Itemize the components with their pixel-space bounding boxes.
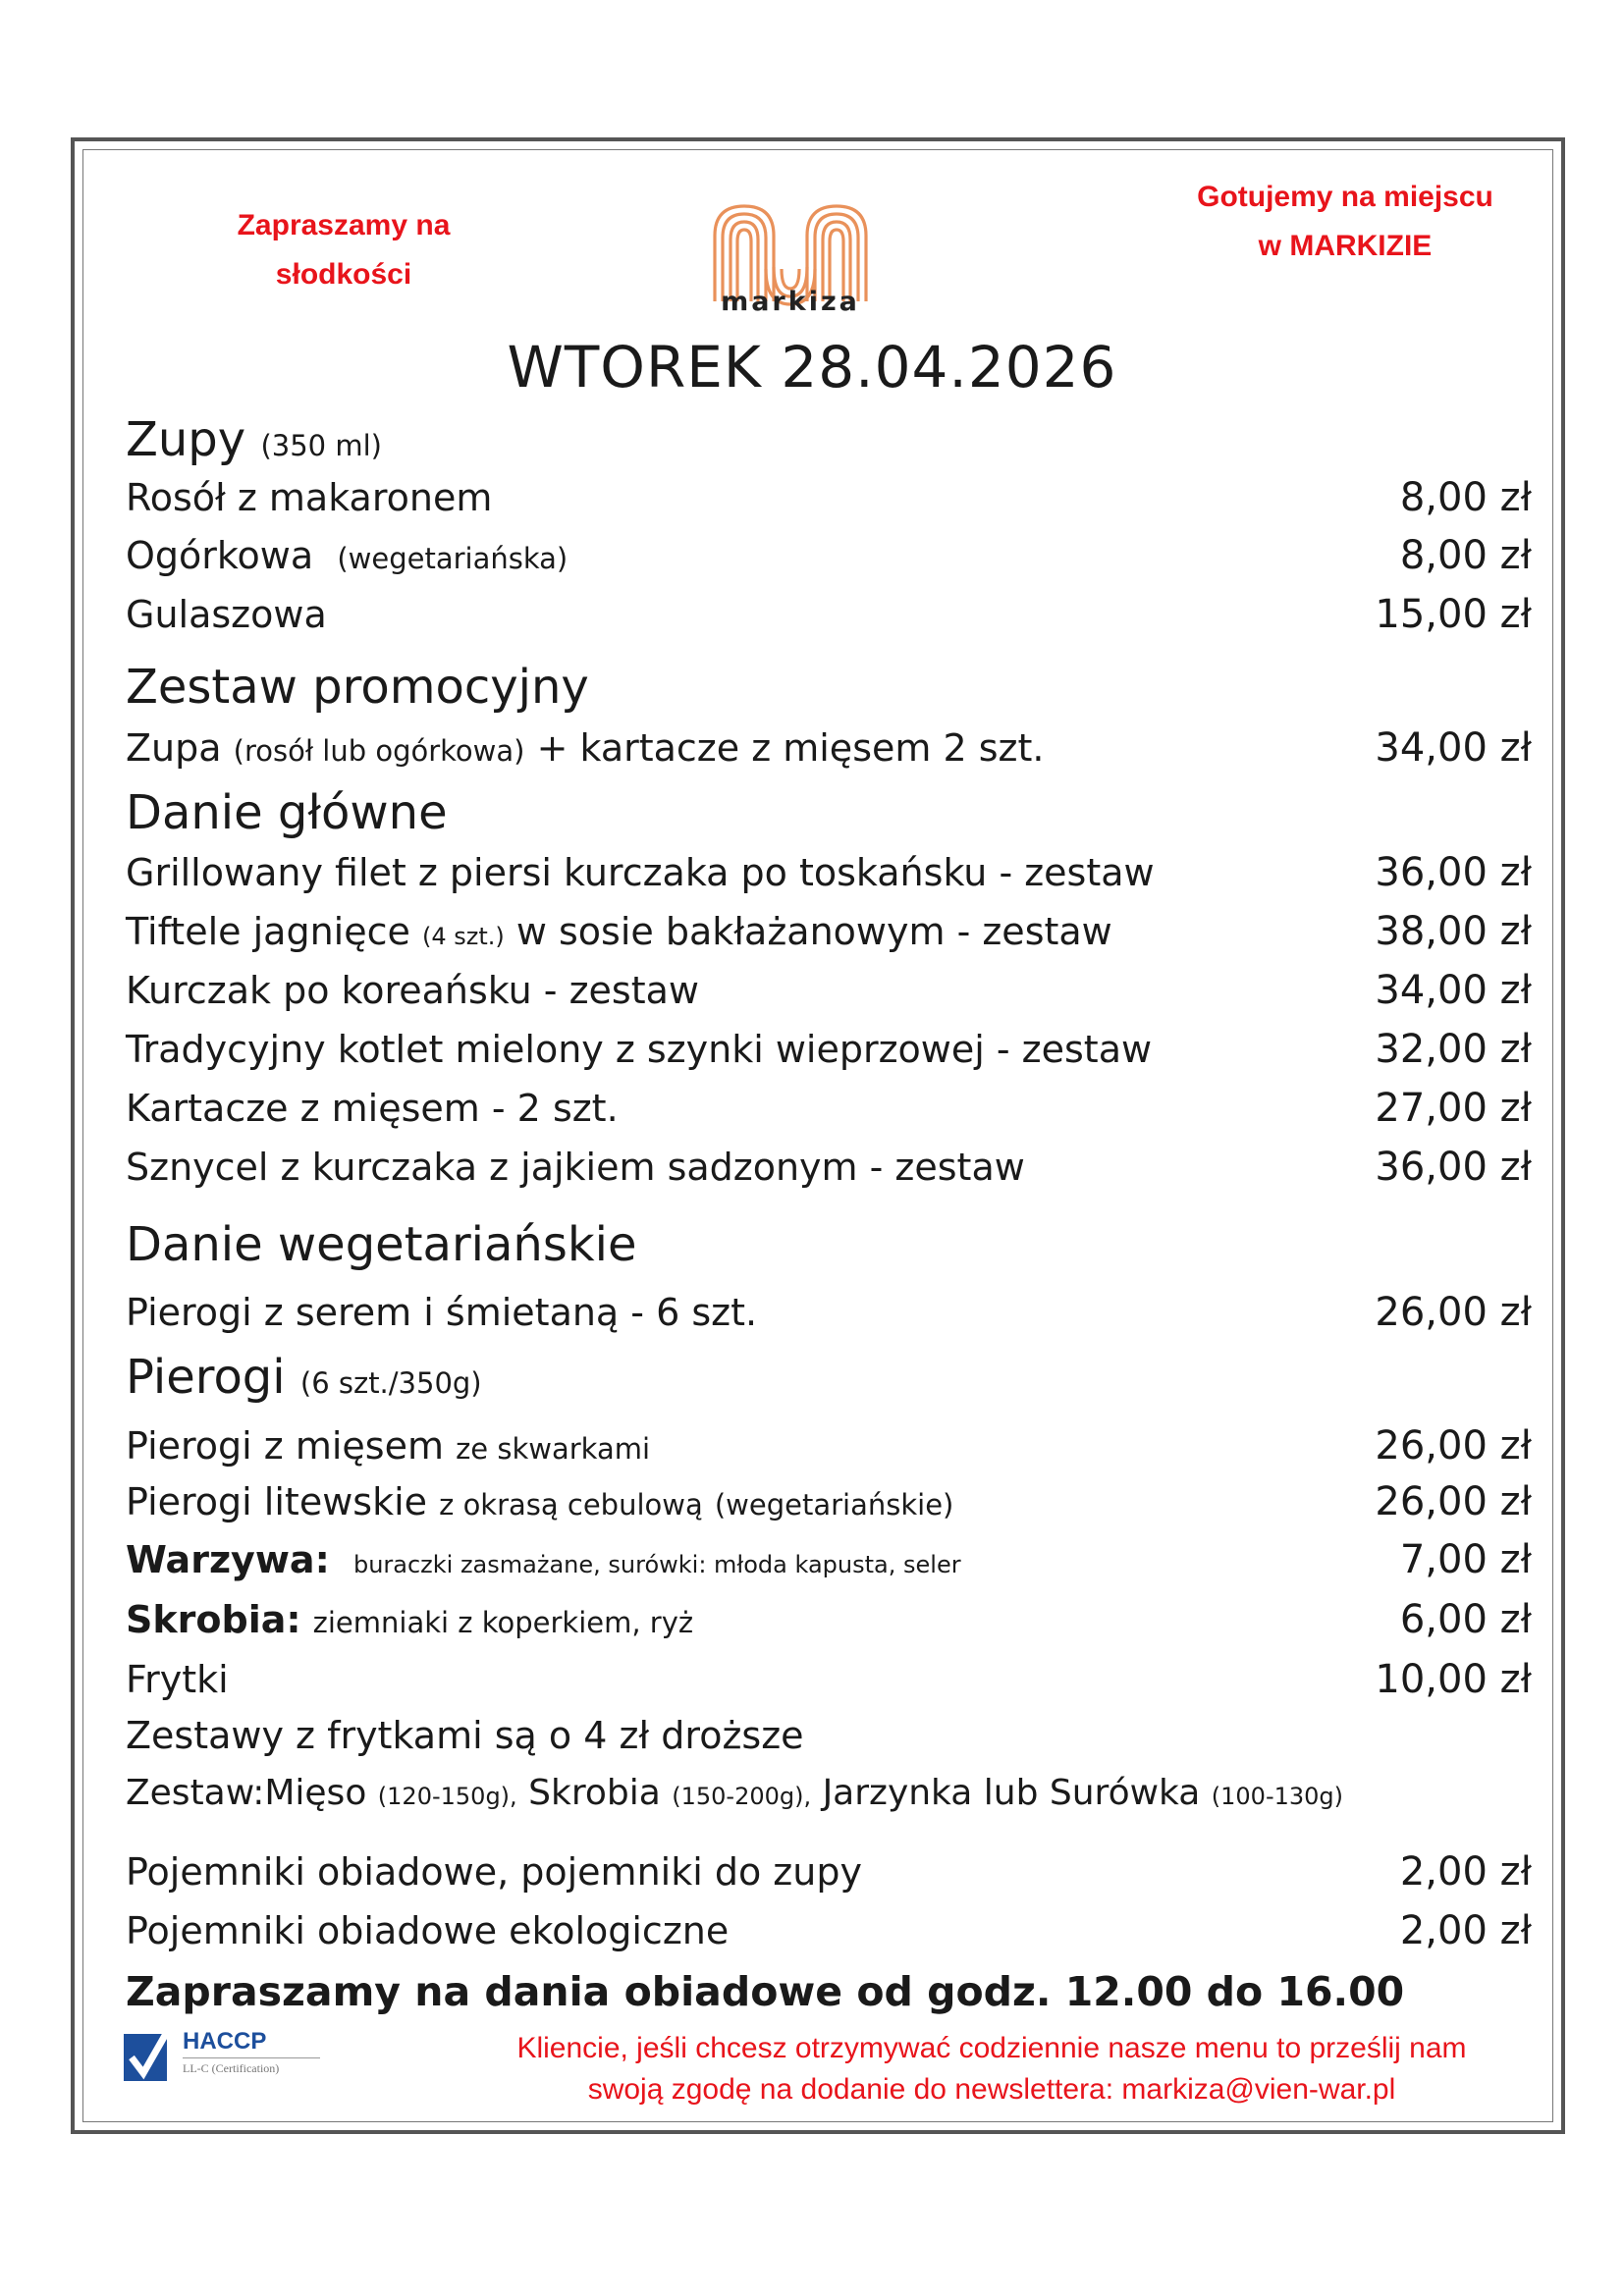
item-price: 34,00 zł: [1375, 968, 1532, 1013]
section-pierogi: [126, 1350, 482, 1405]
set-desc-c: Jarzynka lub Surówka: [822, 1773, 1201, 1813]
item-name: Pierogi litewskie: [126, 1480, 428, 1523]
item-label: Skrobia:: [126, 1598, 301, 1641]
item-name-rest: + kartacze z mięsem 2 szt.: [536, 726, 1045, 770]
menu-item: [126, 1027, 1532, 1072]
set-desc-a-note: (120-150g),: [377, 1783, 517, 1810]
section-promo-set: Zestaw promocyjny: [126, 660, 589, 715]
section-vegetarian: Danie wegetariańskie: [126, 1217, 637, 1272]
item-name: Rosół z makaronem: [126, 476, 493, 519]
item-price: 15,00 zł: [1375, 592, 1532, 637]
item-name: Tiftele jagnięce: [126, 910, 410, 953]
item-price: 10,00 zł: [1375, 1657, 1532, 1702]
item-price: 27,00 zł: [1375, 1086, 1532, 1131]
item-name: Pojemniki obiadowe, pojemniki do zupy: [126, 1850, 862, 1894]
item-name: Zupa: [126, 726, 222, 770]
menu-item: [126, 533, 1532, 578]
section-soups: [126, 412, 382, 467]
menu-item-container: [126, 1849, 1532, 1895]
item-label: Warzywa:: [126, 1538, 330, 1581]
newsletter-line1: Kliencie, jeśli chcesz otrzymywać codziennie nasze menu to prześlij nam: [516, 2032, 1467, 2064]
menu-item: [126, 1290, 1532, 1335]
set-desc-a: Zestaw:Mięso: [126, 1773, 367, 1813]
item-name: Tradycyjny kotlet mielony z szynki wieprzowej - zestaw: [126, 1028, 1153, 1071]
haccp-badge: [122, 2028, 318, 2087]
menu-item: [126, 592, 1532, 637]
item-name: Sznycel z kurczaka z jajkiem sadzonym - zestaw: [126, 1146, 1025, 1189]
set-desc-b-note: (150-200g),: [672, 1783, 812, 1810]
menu-item: [126, 475, 1532, 520]
menu-item: [126, 1145, 1532, 1190]
menu-item-fries: [126, 1657, 1532, 1702]
haccp-check-icon: [122, 2028, 171, 2085]
menu-item: [126, 725, 1532, 771]
menu-item: [126, 850, 1532, 895]
item-price: 26,00 zł: [1375, 1479, 1532, 1524]
newsletter-line2: swoją zgodę na dodanie do newslettera: markiza@vien-war.pl: [587, 2073, 1396, 2106]
item-price: 8,00 zł: [1399, 533, 1532, 578]
fries-note: [126, 1714, 1532, 1757]
item-name: Grillowany filet z piersi kurczaka po toskańsku - zestaw: [126, 851, 1155, 894]
item-name: Pojemniki obiadowe ekologiczne: [126, 1909, 730, 1952]
promo-sweets: [196, 201, 491, 299]
promo-cooking-line2: w MARKIZIE: [1258, 230, 1433, 262]
item-price: 8,00 zł: [1399, 475, 1532, 520]
menu-item-starch: [126, 1597, 1532, 1642]
section-pierogi-note: (6 szt./350g): [299, 1366, 482, 1400]
item-desc: buraczki zasmażane, surówki: młoda kapusta, seler: [352, 1551, 961, 1578]
promo-sweets-line1: Zapraszamy na: [237, 209, 451, 241]
item-price: 34,00 zł: [1375, 725, 1532, 771]
item-name-rest: w sosie bakłażanowym - zestaw: [515, 910, 1112, 953]
section-pierogi-title: Pierogi: [126, 1350, 286, 1405]
menu-item-vegetables: [126, 1537, 1532, 1582]
section-mains: Danie główne: [126, 785, 448, 840]
item-name: Gulaszowa: [126, 593, 327, 636]
item-price: 36,00 zł: [1375, 850, 1532, 895]
item-note: (wegetariańska): [337, 542, 568, 575]
lunch-hours: Zapraszamy na dania obiadowe od godz. 12.00 do 16.00: [126, 1968, 1405, 2015]
promo-cooking: [1159, 173, 1532, 271]
item-note: ze skwarkami: [456, 1432, 651, 1466]
menu-item: [126, 1086, 1532, 1131]
fries-note-text: Zestawy z frytkami są o 4 zł droższe: [126, 1714, 804, 1757]
newsletter-notice: [432, 2028, 1551, 2110]
item-name: Kurczak po koreańsku - zestaw: [126, 969, 699, 1012]
item-price: 26,00 zł: [1375, 1423, 1532, 1468]
menu-item: [126, 909, 1532, 954]
item-name: Pierogi z serem i śmietaną - 6 szt.: [126, 1291, 758, 1334]
item-name: Kartacze z mięsem - 2 szt.: [126, 1087, 619, 1130]
item-price: 2,00 zł: [1399, 1908, 1532, 1953]
menu-item: [126, 1423, 1532, 1468]
section-soups-note: (350 ml): [260, 429, 382, 462]
promo-sweets-line2: słodkości: [275, 258, 412, 291]
item-price: 36,00 zł: [1375, 1145, 1532, 1190]
menu-item: [126, 1479, 1532, 1524]
set-desc-c-note: (100-130g): [1211, 1783, 1344, 1810]
item-note-extra: (wegetariańskie): [714, 1488, 954, 1522]
item-name: Ogórkowa: [126, 534, 314, 577]
menu-date: WTOREK 28.04.2026: [507, 334, 1117, 400]
item-note: z okrasą cebulową: [439, 1488, 703, 1522]
item-price: 2,00 zł: [1399, 1849, 1532, 1895]
item-price: 32,00 zł: [1375, 1027, 1532, 1072]
item-price: 26,00 zł: [1375, 1290, 1532, 1335]
item-price: 6,00 zł: [1399, 1597, 1532, 1642]
haccp-sub: LL-C (Certification): [183, 2061, 280, 2075]
item-price: 7,00 zł: [1399, 1537, 1532, 1582]
promo-cooking-line1: Gotujemy na miejscu: [1197, 181, 1493, 213]
haccp-title: HACCP: [183, 2028, 267, 2055]
menu-item: [126, 968, 1532, 1013]
item-note: (rosół lub ogórkowa): [233, 734, 525, 768]
set-description: [126, 1773, 1532, 1813]
menu-item-container: [126, 1908, 1532, 1953]
set-desc-b: Skrobia: [528, 1773, 661, 1813]
logo-text: markiza: [721, 287, 860, 317]
item-price: 38,00 zł: [1375, 909, 1532, 954]
item-desc: ziemniaki z koperkiem, ryż: [312, 1606, 694, 1639]
item-note: (4 szt.): [421, 923, 505, 950]
item-name: Frytki: [126, 1658, 229, 1701]
section-soups-title: Zupy: [126, 412, 246, 467]
item-name: Pierogi z mięsem: [126, 1424, 444, 1468]
